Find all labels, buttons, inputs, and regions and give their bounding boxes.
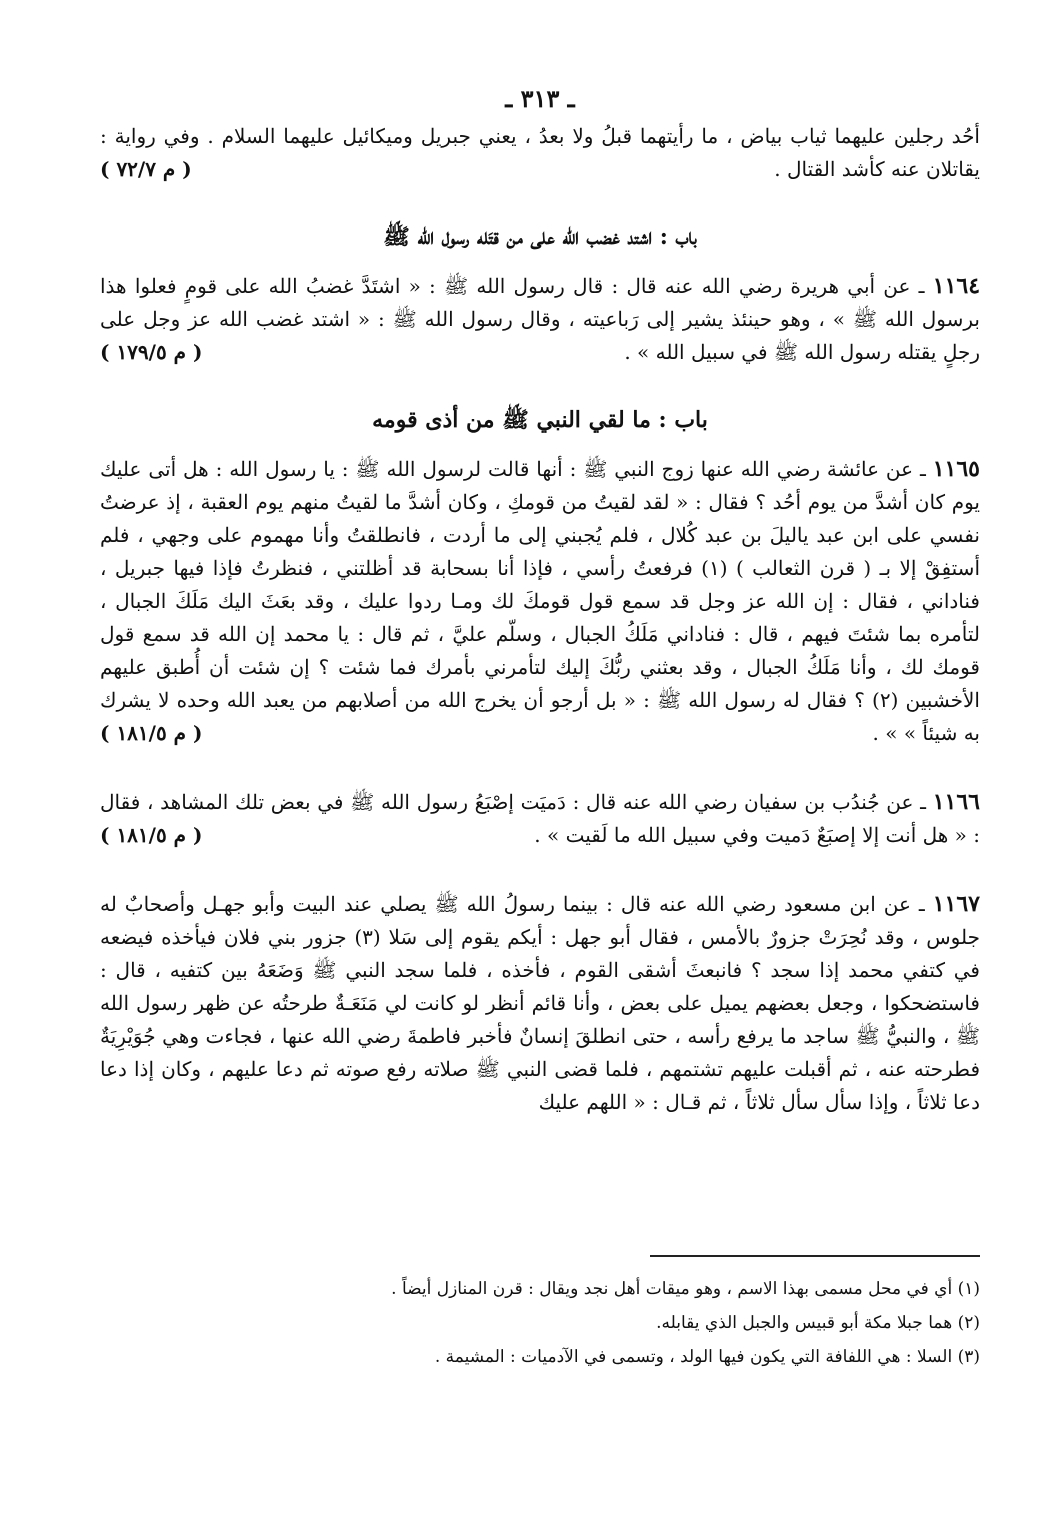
hadith-text: ـ عن أبي هريرة رضي الله عنه قال : قال رسول الله ﷺ : « اشتَدَّ غضبُ الله على قومٍ فعلوا هذا برسول الله ﷺ » ، وهو حينئذ يشير إلى رَباعيته ، وقال رسول الله ﷺ : « اشتد غضب الله عز وجل على رجلٍ يقتله رسول الله ﷺ في سبيل الله » . [100,274,980,364]
continued-text: أحُد رجلين عليهما ثياب بياض ، ما رأيتهما قبلُ ولا بعدُ ، يعني جبريل وميكائيل عليهما السلام . وفي رواية : يقاتلان عنه كأشد القتال . [100,124,980,181]
source-reference: ( م ١٧٩/٥ ) [100,340,203,364]
footnote-2: (٢) هما جبلا مكة أبو قبيس والجبل الذي يقابله. [656,1313,980,1333]
book-page [100,78,980,1498]
chapter-heading-2: باب : ما لقي النبي ﷺ من أذى قومه [372,407,708,433]
footnotes [100,1274,980,1376]
source-reference: ( م ٧٢/٧ ) [100,157,192,181]
hadith-text: ـ عن عائشة رضي الله عنها زوج النبي ﷺ : أنها قالت لرسول الله ﷺ : يا رسول الله : هل أتى عليك يوم كان أشدَّ من يوم أحُد ؟ فقال : « لقد لقيتُ من قومكِ ، وكان أشدَّ ما لقيتُ منهم يوم العقبة ، إذ عرضتُ نفسي على ابن عبد ياليلَ بن عبد كُلال ، فلم يُجبني إلى ما أردت ، فانطلقتُ وأنا مهموم على وجهي ، فلم أستفِقْ إلا بـ ( قرن الثعالب ) (١) فرفعتُ رأسي ، فإذا أنا بسحابة قد أظلتني ، فنظرتُ فإذا فيها جبريل ، فناداني ، فقال : إن الله عز وجل قد سمع قول قومكَ لك ومـا ردوا عليك ، وقد بعَثَ اليك مَلَكَ الجبال ، لتأمره بما شئتَ فيهم ، قال : فناداني مَلَكُ الجبال ، وسلّم عليَّ ، ثم قال : يا محمد إن الله قد سمع قول قومك لك ، وأنا مَلَكُ الجبال ، وقد بعثني ربُّكَ إليك لتأمرني بأمرك فما شئت ؟ إن شئت أن أُطبق عليهم الأخشبين (٢) ؟ فقال له رسول الله ﷺ : « بل أرجو أن يخرج الله من أصلابهم من يعبد الله وحده لا يشرك به شيئاً » » . [100,457,980,745]
page-number: ـ ٣١٣ ـ [505,84,575,113]
hadith-number: ١١٦٦ [932,789,980,815]
hadith-text: ـ عن ابن مسعود رضي الله عنه قال : بينما رسولُ الله ﷺ يصلي عند البيت وأبو جهـل وأصحابٌ له جلوس ، وقد نُحِرَتْ جزورٌ بالأمس ، فقال أبو جهل : أيكم يقوم إلى سَلا (٣) جزور بني فلان فيأخذه فيضعه في كتفي محمد إذا سجد ؟ فانبعثَ أشقى القوم ، فأخذه ، فلما سجد النبي ﷺ وَضَعَهُ بين كتفيه ، قال : فاستضحكوا ، وجعل بعضهم يميل على بعض ، وأنا قائم أنظر لو كانت لي مَنَعَـةٌ طرحتُه عن ظهر رسول الله ﷺ ، والنبيُّ ﷺ ساجد ما يرفع رأسه ، حتى انطلقَ إنسانٌ فأخبر فاطمةَ رضي الله عنها ، فجاءت وهي جُوَيْرِيَةٌ فطرحته عنه ، ثم أقبلت عليهم تشتمهم ، فلما قضى النبي ﷺ صلاته رفع صوته ثم دعا عليهم ، وكان إذا دعا دعا ثلاثاً ، وإذا سأل سأل ثلاثاً ، ثم قـال : « اللهم عليك [100,892,981,1114]
hadith-number: ١١٦٥ [932,456,980,482]
source-reference: ( م ١٨١/٥ ) [100,823,203,847]
hadith-text: ـ عن جُندُب بن سفيان رضي الله عنه قال : دَميَت إصْبَعُ رسول الله ﷺ في بعض تلك المشاهد ، فقال : « هل أنت إلا إصبَعٌ دَميت وفي سبيل الله ما لَقيت » . [100,790,980,847]
footnote-divider [650,1255,980,1257]
hadith-1167 [100,888,980,1119]
hadith-number: ١١٦٤ [932,273,981,299]
footnote-3: (٣) السلا : هي اللفافة التي يكون فيها الولد ، وتسمى في الآدميات : المشيمة . [434,1347,980,1367]
footnote-1: (١) أي في محل مسمى بهذا الاسم ، وهو ميقات أهل نجد ويقال : قرن المنازل أيضاً . [391,1279,980,1299]
hadith-1165 [100,453,980,750]
continued-hadith-text [100,120,980,186]
hadith-1164 [100,270,980,369]
chapter-heading-1: باب : اشتد غضب الله على من قتَله رسول الله ﷺ [383,224,697,250]
hadith-number: ١١٦٧ [932,891,980,917]
hadith-1166 [100,786,980,852]
source-reference: ( م ١٨١/٥ ) [100,721,203,745]
